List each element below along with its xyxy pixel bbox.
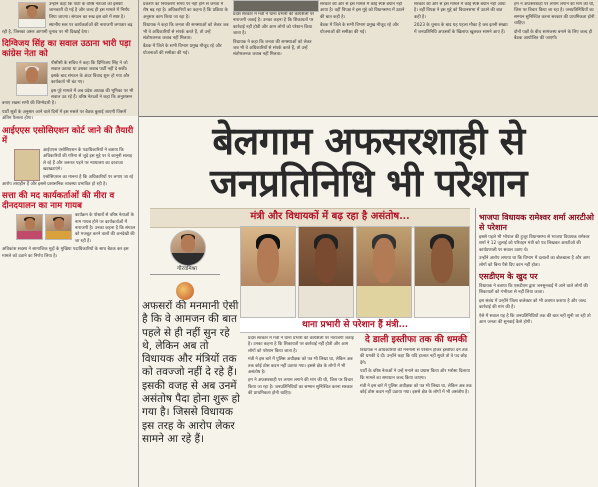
left-heading-3: सत्ता की मद कार्यकर्ताओं की मीरा व दीनदयालन का नाम गायब (2, 191, 115, 212)
left-top-para: स्थानीय स्तर पर कार्यकर्ताओं की नाराजगी लगातार बढ़ रही है, जिसका असर आगामी चुनाव पर भी दिखाई देगा। (2, 23, 133, 35)
top-para: प्रकरण का निराकरण समय पर नहीं होने से जनता में रोष बढ़ रहा है। अधिकारियों का कहना है कि प्रक्रिया के अनुसार काम किया जा रहा है। (143, 2, 228, 20)
left-para: पीसीसी के सचिव ने कहा कि दिग्विजय सिंह ने जो सवाल उठाया था उसका जवाब पार्टी नहीं दे सकी। इसके बाद संगठन के अंदर विवाद शुरू हो गया और कार्यकर्ता भी बंट गए। (51, 61, 130, 86)
right-column-divider (475, 208, 476, 487)
body-para: पार्टी के वरिष्ठ नेताओं ने उन्हें मनाने का प्रयास किया और भरोसा दिलाया कि मामले का समाधान जल्द किया जाएगा। (360, 369, 470, 381)
left-para: इस पूरे मामले में अब प्रदेश अध्यक्ष की भूमिका पर भी सवाल उठ रहे हैं। वरिष्ठ नेताओं ने कहा कि अनुशासन बनाए रखना सभी की जिम्मेदारी है। (2, 88, 134, 107)
left-top-para: उन्होंने कहा कि पार्टी के वरिष्ठ नेताओं को इसकी जानकारी दी गई है और जल्द ही इस मामले में निर्णय लिया जाएगा। संगठन का रुख इस बारे में स्पष्ट है। (49, 2, 130, 20)
top-center-photo (233, 0, 319, 12)
right-para: इस संबंध में उन्होंने जिला कलेक्टर को भी अवगत कराया है और जल्द कार्रवाई की मांग की है। (479, 298, 586, 311)
right-para: इससे पहले भी भोपाल की हुजूर विधानसभा से भाजपा विधायक रामेश्वर शर्मा ने 12 जुलाई को परिवहन मंत्री को पत्र लिखकर आरटीओ की कार्यप्रणाली पर सवाल उठाए थे। (479, 235, 590, 253)
left-para: अधिकांश सदस्य ने सामाजिक मुद्दों के मुखिया पदाधिकारियों के साथ बैठक कर इस मामले को उठाने का निर्णय लिया है। (2, 247, 129, 259)
politician-photo-row (240, 226, 470, 318)
top-para: बैठक में जिले के सभी विभाग प्रमुख मौजूद रहे और योजनाओं की समीक्षा की गई। (320, 23, 399, 35)
politician-photo (356, 226, 412, 318)
top-right-text (414, 2, 510, 110)
top-far-right-text (514, 2, 596, 110)
main-headline-line-2: जनप्रतिनिधि भी परेशान (210, 160, 527, 205)
left-heading-2: आईएएस एसोसिएशन कोर्ट जाने की तैयारी में (2, 125, 134, 146)
top-para: सरकार की ओर से इस मामले में कोई स्पष्ट बयान नहीं आया है। वहीं विपक्ष ने इस मुद्दे को विधानसभा में उठाने की बात कही है। (320, 2, 405, 20)
right-para: विधायक ने बताया कि एसडीएम द्वारा जनसुनवाई में आने वाले लोगों की शिकायतों को गंभीरता से नहीं लिया जाता। (479, 284, 588, 296)
reporter-rule (150, 274, 220, 275)
left-top-photo (18, 2, 46, 28)
left-para: पार्टी सूत्रों के अनुसार आने वाले दिनों में इस मसले पर बैठक बुलाई जाएगी जिसमें अंतिम फैसला होगा। (2, 109, 127, 122)
reporter-logo-icon (176, 282, 194, 300)
left-digvijay-photo (16, 62, 48, 96)
left-para: आईएएस एसोसिएशन के पदाधिकारियों ने बताया कि अधिकारियों की गरिमा से जुड़े इस मुद्दे पर वे कानूनी सलाह ले रहे हैं और जरूरत पड़ने पर न्यायालय का दरवाजा खटखटाएंगे। (43, 147, 133, 172)
second-story-body (360, 348, 472, 482)
top-para: दोनों पक्षों के बीच सामंजस्य बनाने के लिए जल्द ही बैठक आयोजित की जाएगी। (514, 29, 593, 42)
politician-photo (240, 226, 296, 318)
second-story-heading: दे डाली इस्तीफा तक की धमकी (364, 335, 468, 345)
body-para: मंत्री ने इस बारे में पुलिस अधीक्षक को पत्र भी लिखा था, लेकिन अब तक कोई ठोस कदम नहीं उठाया गया। इससे क्षेत्र के लोगों में भी असंतोष है। (360, 384, 472, 396)
top-para: 2023 के चुनाव के बाद यह पहला मौका है जब इतनी संख्या में जनप्रतिनिधि अफसरों के खिलाफ खुलकर सामने आए हैं। (414, 23, 508, 35)
right-para: उन्होंने आरोप लगाया था कि विभाग में दलालों का बोलबाला है और आम लोगों को बिना पैसे दिए काम नहीं होता। (479, 256, 590, 268)
left-column-divider (138, 0, 139, 487)
right-para: ऐसे में सवाल यह है कि जनप्रतिनिधियों तक की बात नहीं सुनी जा रही तो आम जनता की सुनवाई कैसे होगी। (479, 313, 591, 326)
photo-caption: थाना प्रभारी से परेशान हैं मंत्री... (301, 320, 409, 330)
left-emblem-photo (14, 149, 40, 181)
reporter-photo (170, 230, 206, 266)
top-para: विधायक ने कहा कि जनता की समस्याओं को लेकर जब भी वे अधिकारियों से संपर्क करते हैं, तो उन्हें संतोषजनक जवाब नहीं मिलता। (233, 39, 312, 58)
left-bottom-photos (16, 214, 72, 240)
body-para: हम ने अफसरशाही पर लगाम लगाने की मांग की थी, जिस पर विचार किया जा रहा है। जनप्रतिनिधियों का सम्मान सुनिश्चित करना सरकार की प्राथमिकता होनी चाहिए। (248, 378, 354, 397)
top-center-text (143, 2, 229, 110)
left-column (2, 2, 136, 485)
left-heading-1: दिग्विजय सिंह का सवाल उठाना भारी पड़ा कांग्रेस नेता को (2, 39, 131, 60)
left-para: एसोसिएशन का मानना है कि अधिकारियों पर लगाए जा रहे आरोप तथ्यहीन हैं और इससे प्रशासनिक व्यवस्था प्रभावित हो रही है। (2, 175, 134, 187)
top-center-text-2 (233, 12, 317, 110)
right-heading-1: भाजपा विधायक रामेश्वर शर्मा आरटीओ से परेशान (479, 213, 594, 232)
left-para: कार्यक्रम के पोस्टरों से वरिष्ठ नेताओं के नाम गायब होने पर कार्यकर्ताओं में नाराजगी है। उनका कहना है कि संगठन को मजबूत करने वालों की अनदेखी की जा रही है। (75, 213, 136, 244)
main-headline-line-1: बेलगाम अफसरशाही से (212, 118, 525, 163)
top-para: सरकार की ओर से इस मामले में कोई स्पष्ट बयान नहीं आया है। वहीं विपक्ष ने इस मुद्दे को विधानसभा में उठाने की बात कही है। (414, 2, 506, 20)
right-heading-2: एसडीएम के खुद पर (479, 272, 538, 282)
body-para: विधायक ने अधिकारियों की मनमानी से परेशान होकर इस्तीफा देने तक की धमकी दे दी। उन्होंने कहा कि यदि हालात नहीं सुधरे तो वे पद छोड़ देंगे। (360, 348, 468, 366)
body-para: प्रदेश सरकार में मंत्री ने थाना प्रभारी की कार्यशैली पर नाराजगी जताई है। उनका कहना है कि शिकायतों पर कार्रवाई नहीं होती और आम लोगों को परेशान किया जाता है। (248, 336, 354, 354)
top-para: विधायक ने कहा कि जनता की समस्याओं को लेकर जब भी वे अधिकारियों से संपर्क करते हैं, तो उन्हें संतोषजनक जवाब नहीं मिलता। (143, 23, 229, 42)
politician-photo (298, 226, 354, 318)
pull-quote: अफसरों की मनमानी ऐसी है कि वे आमजन की बात पहले से ही नहीं सुन रहे थे, लेकिन अब तो विधायक और मंत्रियों तक को तवज्जो नहीं दे रहे हैं। इसकी वजह से अब उनमें असंतोष पैदा होना शुरू हो गया है। जिससे विधायक इस तरह के आरोप लेकर सामने आ रहे हैं। (142, 300, 240, 445)
top-para: हम ने अफसरशाही पर लगाम लगाने की मांग की थी, जिस पर विचार किया जा रहा है। जनप्रतिनिधियों का सम्मान सुनिश्चित करना सरकार की प्राथमिकता होनी चाहिए। (514, 2, 595, 27)
reporter-name: गौरवमिश्रा (177, 266, 197, 272)
top-center-text-3 (320, 2, 410, 110)
top-para: प्रदेश सरकार में मंत्री ने थाना प्रभारी की कार्यशैली पर नाराजगी जताई है। उनका कहना है कि शिकायतों पर कार्रवाई नहीं होती और आम लोगों को परेशान किया जाता है। (233, 12, 315, 37)
politician-photo (414, 226, 470, 318)
right-column (479, 210, 596, 485)
banner-subhead: मंत्री और विधायकों में बढ़ रहा है असंतोष... (250, 211, 410, 222)
body-para: मंत्री ने इस बारे में पुलिस अधीक्षक को पत्र भी लिखा था, लेकिन अब तक कोई ठोस कदम नहीं उठाया गया। इससे क्षेत्र के लोगों में भी असंतोष है। (248, 357, 353, 376)
top-para: बैठक में जिले के सभी विभाग प्रमुख मौजूद रहे और योजनाओं की समीक्षा की गई। (143, 44, 222, 56)
center-body (248, 336, 354, 484)
